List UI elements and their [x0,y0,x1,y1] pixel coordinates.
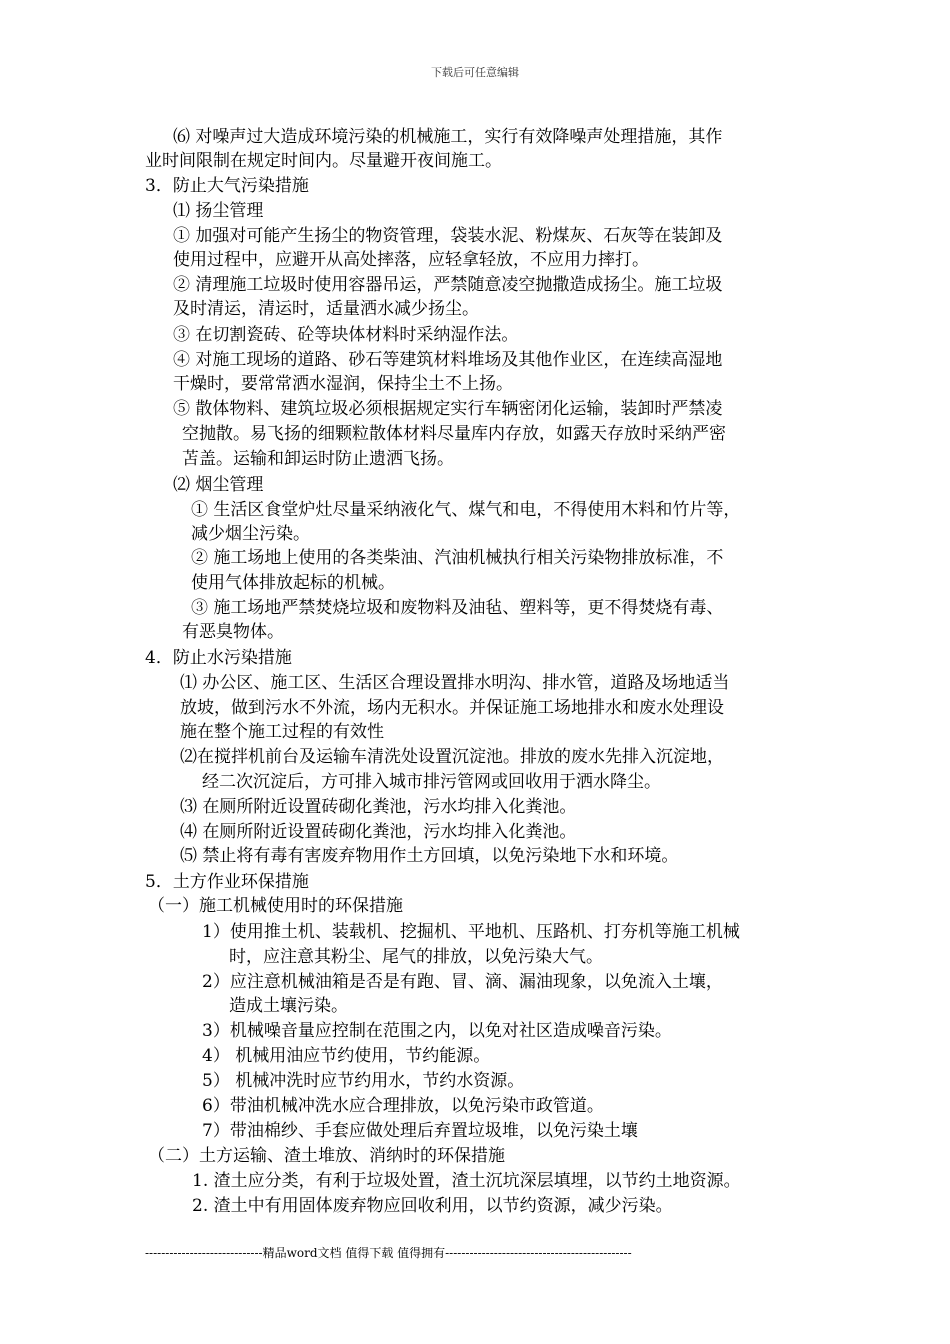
subsection-heading: ⑴ 扬尘管理 [173,201,264,221]
page-header: 下载后可任意编辑 [431,66,519,79]
text-line: ④ 对施工现场的道路、砂石等建筑材料堆场及其他作业区，在连续高湿地 [173,350,723,370]
text-line: 1）使用推土机、装载机、挖掘机、平地机、压路机、打夯机等施工机械 [202,922,740,942]
text-line: 放坡，做到污水不外流，场内无积水。并保证施工场地排水和废水处理设 [180,698,724,718]
section-heading: 4．防止水污染措施 [145,648,292,668]
text-line: 造成土壤污染。 [229,996,348,1016]
text-line: ⑸ 禁止将有毒有害废弃物用作土方回填，以免污染地下水和环境。 [180,846,679,866]
text-line: ① 生活区食堂炉灶尽量采纳液化气、煤气和电，不得使用木料和竹片等， [191,500,741,520]
text-line: 施在整个施工过程的有效性 [180,722,384,742]
text-line: ⑴ 办公区、施工区、生活区合理设置排水明沟、排水管，道路及场地适当 [180,673,730,693]
text-line: 干燥时，要常常洒水湿润，保持尘土不上扬。 [173,374,513,394]
text-line: 经二次沉淀后，方可排入城市排污管网或回收用于洒水降尘。 [202,772,661,792]
text-line: 使用过程中，应避开从高处摔落，应轻拿轻放，不应用力摔打。 [173,250,649,270]
text-line: 有恶臭物体。 [182,622,284,642]
subsection-heading: （一）施工机械使用时的环保措施 [148,896,403,916]
text-line: ⑵在搅拌机前台及运输车清洗处设置沉淀池。排放的废水先排入沉淀地， [180,747,724,767]
text-line: 减少烟尘污染。 [191,524,310,544]
text-line: 5） 机械冲洗时应节约用水，节约水资源。 [202,1071,525,1091]
text-line: 空抛散。易飞扬的细颗粒散体材料尽量库内存放，如露天存放时采纳严密 [182,424,726,444]
text-line: 7）带油棉纱、手套应做处理后弃置垃圾堆，以免污染土壤 [202,1121,638,1141]
text-line: 及时清运，清运时，适量洒水减少扬尘。 [173,299,479,319]
page-footer: -----------------------------精品word文档 值得下载 值得拥有---------------------------------------------- [145,1246,632,1260]
text-line: 6）带油机械冲洗水应合理排放，以免污染市政管道。 [202,1096,604,1116]
subsection-heading: （二）土方运输、渣土堆放、消纳时的环保措施 [148,1146,505,1166]
text-line: 2. 渣土中有用固体废弃物应回收利用，以节约资源，减少污染。 [192,1196,673,1216]
text-line: 苫盖。运输和卸运时防止遗洒飞扬。 [182,449,454,469]
text-line: 4） 机械用油应节约使用，节约能源。 [202,1046,491,1066]
text-line: 3）机械噪音量应控制在范围之内，以免对社区造成噪音污染。 [202,1021,672,1041]
section-heading: 5．土方作业环保措施 [145,872,309,892]
text-line: ⑤ 散体物料、建筑垃圾必须根据规定实行车辆密闭化运输，装卸时严禁凌 [173,399,723,419]
text-line: 时，应注意其粉尘、尾气的排放，以免污染大气。 [229,947,603,967]
text-line: 1. 渣土应分类，有利于垃圾处置，渣土沉坑深层填埋，以节约土地资源。 [192,1171,741,1191]
subsection-heading: ⑵ 烟尘管理 [173,475,264,495]
text-line: ① 加强对可能产生扬尘的物资管理，袋装水泥、粉煤灰、石灰等在装卸及 [173,226,723,246]
text-line: ② 施工场地上使用的各类柴油、汽油机械执行相关污染物排放标准，不 [191,548,724,568]
text-line: 2）应注意机械油箱是否是有跑、冒、滴、漏油现象，以免流入土壤， [202,972,723,992]
text-line: ⑹ 对噪声过大造成环境污染的机械施工，实行有效降噪声处理措施，其作 [173,127,723,147]
text-line: 业时间限制在规定时间内。尽量避开夜间施工。 [145,151,502,171]
text-line: ⑶ 在厕所附近设置砖砌化粪池，污水均排入化粪池。 [180,797,577,817]
text-line: ③ 施工场地严禁焚烧垃圾和废物料及油毡、塑料等，更不得焚烧有毒、 [191,598,724,618]
text-line: ② 清理施工垃圾时使用容器吊运，严禁随意凌空抛撒造成扬尘。施工垃圾 [173,275,723,295]
section-heading: 3．防止大气污染措施 [145,176,309,196]
text-line: ③ 在切割瓷砖、砼等块体材料时采纳湿作法。 [173,325,519,345]
text-line: ⑷ 在厕所附近设置砖砌化粪池，污水均排入化粪池。 [180,822,577,842]
text-line: 使用气体排放起标的机械。 [191,573,395,593]
